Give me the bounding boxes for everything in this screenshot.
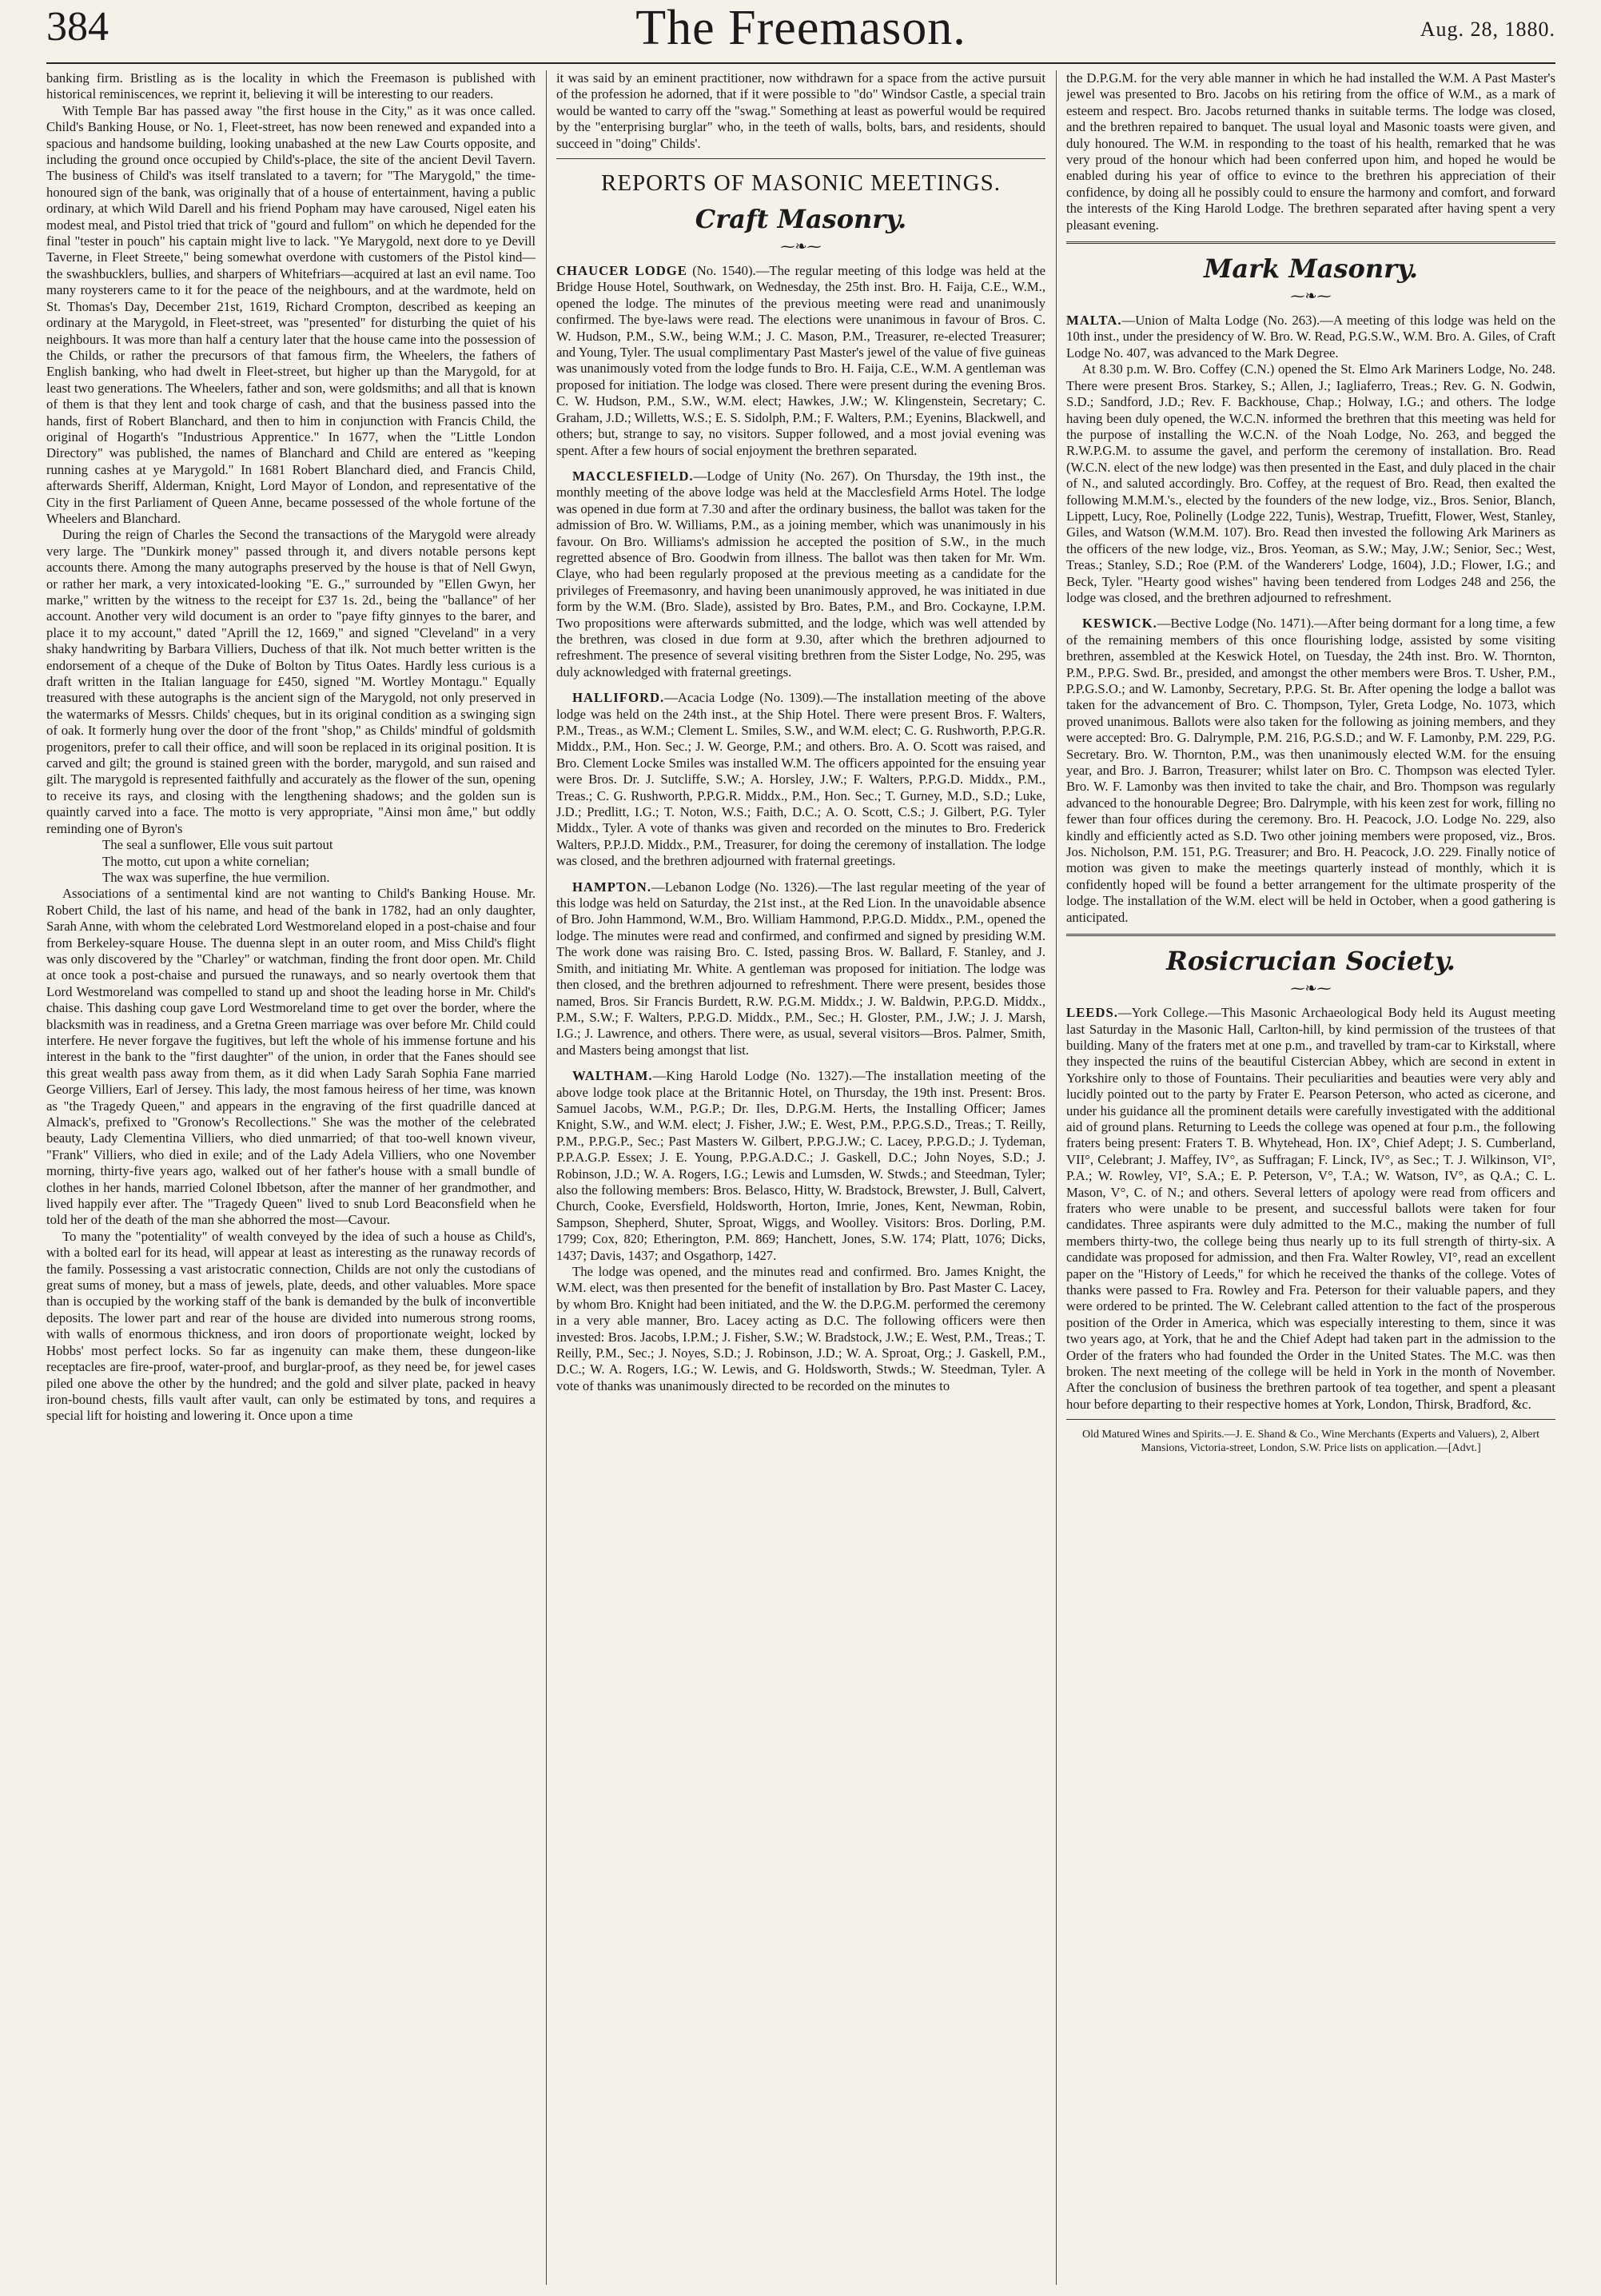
lodge-report: [556, 263, 1045, 459]
report-text: The lodge was opened, and the minutes read and confirmed. Bro. James Knight, the W.M. elect, was then presented for the benefit of installation by Bro. Past Master C. Lacey, by whom Bro. Knight had been initiated, and the W. the D.P.G.M. performed the ceremony in a very able manner, Bro. Lacey acting as D.C. The following officers were then invested: Bros. Jacobs, I.P.M.; J. Fisher, S.W.; W. Bradstock, J.W.; E. West, P.M., Treas.; T. Reilly, P.M., Sec.; J. Noyes, S.D.; J. Robinson, J.D.; W. A. Sproat, Org.; J. Gaskell, P.M., D.C.; W. A. Rogers, I.G.; W. Lewis, and G. Holdsworth, Stwds.; W. Steedman, Tyler. A vote of thanks was unanimously directed to be recorded on the minutes to: [556, 1264, 1045, 1393]
report-text: —Union of Malta Lodge (No. 263).—A meeting of this lodge was held on the 10th inst., under the presidency of W. Bro. W. Read, P.G.S.W., W.M. Bro. A. Giles, of Craft Lodge No. 407, was advanced to the Mark Degree.: [1066, 313, 1555, 361]
newspaper-title: The Freemason.: [635, 1, 966, 55]
issue-date: Aug. 28, 1880.: [1420, 18, 1555, 41]
lodge-report: [556, 690, 1045, 869]
ornament-icon: ⁓❧⁓: [780, 238, 822, 255]
report-text: —York College.—This Masonic Archaeological Body held its August meeting last Saturday in the Masonic Hall, Carlton-hill, by kind permission of the trustees of that building. Many of the fraters met at one p.m., and travelled by tram-car to Kirkstall, where they inspected the ruins of the beautiful Cistercian Abbey, which are second in extent in Yorkshire only to those of Fountains. Their peculiarities and beauties were very ably and lucidly pointed out to the party by Frater E. Pearson Peterson, who acted as cicerone, and under his guidance all the prominent details were carefully investigated with the additional aid of ground plans. Returning to Leeds the college was opened at four p.m., the following fraters being present: Fraters T. B. Whytehead, Hon. IX°, Chief Adept; J. S. Cumberland, VII°, Celebrant; J. Maffey, IV°, as Suffragan; F. Linck, IV°, as Sec.; T. J. Wilkinson, VI°, P.A.; W. Rowley, VI°, S.A.; E. P. Peterson, V°, T.A.; W. Watson, IV°, as Q.A.; C. L. Mason, V°, C. of N.; and others. Several letters of apology were read from officers and fraters who were unable to be present, and successful ballots were taken for four candidates. Three aspirants were duly admitted to the M.C., making the number of full members thirty-two, the college being thus nearly up to its full strength of thirty-six. A candidate was proposed for admission, and then Fra. Walter Rowley, VI°, read an excellent paper on the "History of Leeds," for which he received the thanks of the college. Votes of thanks were passed to Fra. Rowley and Fra. Peterson for their valuable papers, and they were ordered to be printed. The W. Celebrant called attention to the fact of the prosperous position of the Order in America, which was especially interesting to them, since it was two years ago, at York, that he and the Chief Adept had taken part in the admission to the Order of the fraters who had founded the Order in the United States. The M.C. was then broken. The next meeting of the college will be held in York in the month of November. After the conclusion of business the brethren partook of tea together, and spent a pleasant hour before departing to their respective homes at York, London, Thirsk, Bradford, &c.: [1066, 1005, 1555, 1412]
advertisement: Old Matured Wines and Spirits.—J. E. Shand & Co., Wine Merchants (Experts and Valuers), 2, Albert Mansions, Victoria-street, London, S.W. Price lists on application.—[Advt.]: [1081, 1429, 1539, 1455]
subsection-heading: Craft Masonry.: [695, 204, 907, 235]
report-text: —Acacia Lodge (No. 1309).—The installation meeting of the above lodge was held on the 24th inst., at the Ship Hotel. There were present Bros. F. Walters, P.M., Treas., as W.M.; Clement L. Smiles, S.W., and W.M. elect; C. G. Rushworth, P.P.G.R. Middx., P.M., Hon. Sec.; J. W. George, P.M.; and others. Bro. A. O. Scott was raised, and Bro. Clement Locke Smiles was installed W.M. The officers appointed for the ensuing year were Bros. Dr. J. Sutcliffe, S.W.; A. Horsley, J.W.; F. Walters, P.P.G.D. Middx., P.M., Treas.; C. G. Rushworth, P.P.G.R. Middx., P.M., Hon. Sec.; T. Gurney, M.D., S.D.; Luke, J.D.; Predlitt, I.G.; T. Noton, W.S.; Faith, D.C.; A. O. Scott, C.S.; J. Gilbert, P.G. Tyler Middx., Tyler. A vote of thanks was given and recorded on the minutes to Bro. Frederick Walters, P.P.J.D. Middx., P.M., Treasurer, for doing the ceremony of installation. The lodge was closed, and the brethren adjourned with fraternal greetings.: [556, 690, 1045, 869]
page-number: 384: [46, 4, 109, 50]
ornament-icon: ⁓❧⁓: [1290, 980, 1332, 997]
lodge-report: [556, 879, 1045, 1058]
masthead: [46, 0, 1555, 56]
verse-line: The wax was superfine, the hue vermilion.: [102, 869, 330, 885]
lodge-report: [1066, 1005, 1555, 1413]
lodge-report: [1066, 616, 1555, 926]
paragraph: With Temple Bar has passed away "the first house in the City," as it was once called. Child's Banking House, or No. 1, Fleet-street, has now been renewed and expanded into a spacious and handsome building, looking unabashed at the new Law Courts opposite, and including the ground once occupied by Child's-place, the site of the ancient Devil Tavern. The business of Child's was itself translated to a tavern; for "The Marygold," the time-honoured sign of the bank, was originally that of a house of entertainment, having a public ordinary, at which Wild Darell and his friend Popham may have caroused, Nigel eaten his modest meal, and Pistol tried that trick of "gourd and fullom" on which he depended for the final "tester in pouch" his captain might live to lack. "Ye Marygold, next dore to ye Devill Taverne, in Fleet Streete," being somewhat overdone with customers of the Pistol kind—the swashbucklers, bullies, and sharpers of Whitefriars—acquired at last an evil name. Too many roysterers came to it for the peace of the neighbours, and at the wardmote, held on St. Thomas's Day, December 21st, 1619, Richard Crompton, described as keeping an ordinary at the Marygold, in Fleet-street, was "presented" for disturbing the quiet of his neighbours. It was more than half a century later that the house came into the possession of the Childs, or rather the precursors of that famous firm, the Wheelers, the fathers of English banking, who had dwelt in Fleet-street, but higher up than the Marygold, for at least two generations. The Wheelers, father and son, were goldsmiths; and all that is known of them is that they lent and took charge of cash, and that the business passed into the hands, first of Robert Blanchard, and then to him in conjunction with Francis Child, the original of Hogarth's "Industrious Apprentice." In 1677, when the "Little London Directory" was published, the names of Blanchard and Child are entered as "keeping running cashes at ye Marygold." In 1681 Robert Blanchard died, and Francis Child, afterwards Sheriff, Alderman, Knight, Lord Mayor of London, and representative of the City in the first Parliament of Queen Anne, became possessed of the whole fortune of the Wheelers and Blanchard.: [46, 102, 536, 526]
verse-line: The seal a sunflower, Elle vous suit partout: [102, 837, 333, 853]
lodge-report: [1066, 313, 1555, 361]
report-text: —Lebanon Lodge (No. 1326).—The last regular meeting of the year of this lodge was held on Saturday, the 21st inst., at the Red Lion. In the unavoidable absence of Bro. John Hammond, W.M., Bro. William Hammond, P.P.G.D. Middx., P.M., opened the lodge. The minutes were read and confirmed, and confirmed and signed by presiding W.M. The work done was raising Bro. C. Isted, passing Bros. W. Ballard, F. Stanley, and J. Smith, and initiating Mr. White. A gentleman was proposed for initiation. The lodge was then closed, and the brethren adjourned to refreshment. There were present, besides those named, Bros. Sir Francis Burdett, R.W. P.G.M. Middx.; J. W. Baldwin, P.P.G.D. Middx., P.M., S.W.; F. Walters, P.P.G.D. Middx., P.M., Sec.; H. Gloster, P.M., J.W.; J. J. Marsh, I.G.; J. Lawrence, and others. There were, as usual, several visitors—Bros. Palmer, Smith, and Masters being amongst that list.: [556, 879, 1045, 1058]
column-3: [1066, 70, 1555, 2285]
report-text: —Bective Lodge (No. 1471).—After being dormant for a long time, a few of the remaining members of this once flourishing lodge, assisted by some visiting brethren, assembled at the Keswick Hotel, on Tuesday, the 24th inst. Bro. W. Thornton, P.M., P.P.G. Swd. Br., presided, and amongst the other members were Bros. T. Usher, P.M., P.P.G.S.O.; and W. Lamonby, Secretary, P.P.G. St. Br. After opening the lodge a ballot was taken for the advancement of Bro. C. Thompson, Tyler, Greta Lodge, No. 1073, which proved unanimous. Ballots were also taken for the following as joining members, and they were accepted: Bro. G. Dalrymple, P.M. 216, P.G.S.D.; and W. F. Lamonby, P.M. 229, P.G. Secretary. Bro. W. Thornton, P.M., was then unanimously elected W.M. for the ensuing year, and Bro. J. Barron, Treasurer; whilst later on Bro. C. Thompson was elected Tyler. Bro. W. F. Lamonby was then invited to take the chair, and Bro. Thompson was regularly advanced to the honourable Degree; Bro. Dalrymple, with his keen zest for work, filling no fewer than four offices during the ceremony. Bro. H. Peacock, J.O. Lodge No. 229, also kindly and efficiently acted as S.D. Two other joining members were proposed, viz., Bros. Jos. Nicholson, P.M. 151, P.G. Treasurer; and Bro. H. Peacock, J.O. 229. Finally notice of motion was given to make the meetings quarterly instead of monthly, which it is confidently hoped will be found a better arrangement for the ultimate prosperity of the lodge. The installation of the W.M. elect will be held in October, when a good gathering is anticipated.: [1066, 616, 1555, 925]
report-text: —King Harold Lodge (No. 1327).—The installation meeting of the above lodge took place at the Britannic Hotel, on Thursday, the 19th inst. Present: Bros. Samuel Jacobs, W.M., P.G.P.; Dr. Iles, D.P.G.M. Herts, the Installing Officer; James Knight, S.W., and W.M. elect; J. Fisher, J.W.; E. West, P.M., P.P.G.S.D., Treas.; T. Reilly, P.M., P.P.G.P., Sec.; Past Masters W. Gilbert, P.P.G.J.W.; C. Lacey, P.P.G.D.; J. Tydeman, P.P.A.G.P. Essex; J. E. Young, P.P.G.A.D.C.; J. Gaskell, D.C.; John Noyes, S.D.; J. Robinson, J.D.; W. A. Rogers, I.G.; Lewis and Lumsden, W. Stwds.; and Steedman, Tyler; also the following members: Bros. Belasco, Hitty, W. Bradstock, Brewster, J. Bull, Calvert, Church, Cooke, Eversfield, Holdsworth, Horton, Imrie, Jones, Kent, Newman, Robin, Sampson, Shepherd, Shuter, Sproat, Wiggs, and Woolley. Visitors: Bros. Dorling, P.M. 1799; Cox, 820; Etherington, P.M. 869; Hanchett, Jones, S.W. 174; Platt, 1076; Dicks, 1437; Davis, 1437; and Osgathorp, 1427.: [556, 1068, 1045, 1263]
column-2: [556, 70, 1045, 2285]
column-divider: [1056, 70, 1057, 2285]
divider: [1066, 934, 1555, 936]
report-text: —Lodge of Unity (No. 267). On Thursday, the 19th inst., the monthly meeting of the above lodge was held at the Macclesfield Arms Hotel. The lodge was opened in due form at 7.30 and after the ordinary business, the ballot was taken for the admission of Bro. W. Williams, P.M., as a joining member, which was unanimously in his favour. On Bro. Williams's admission he accepted the position of S.W., in the much regretted absence of Bro. Goodwin from illness. The ballot was then taken for Mr. Wm. Claye, who had been regularly proposed at the previous meeting as a candidate for the privileges of Freemasonry, and having been unanimously approved, he was initiated in due form by the W.M. (Bro. Slade), assisted by Bro. Bates, P.M., and Bro. Cockayne, I.P.M. Two propositions were afterwards submitted, and the lodge, which was well attended by the brethren, was closed in due form at 9.30, after which the brethren adjourned to refreshment. The presence of several visiting brethren from the Sister Lodge, No. 295, was duly acknowledged with fraternal greetings.: [556, 468, 1045, 680]
report-text: (No. 1540).—The regular meeting of this lodge was held at the Bridge House Hotel, Southwark, on Wednesday, the 25th inst. Bro. H. Faija, C.E., W.M., opened the lodge. The minutes of the previous meeting were read and unanimously confirmed. The bye-laws were read. The elections were unanimous in favour of Bros. C. W. Hudson, P.M., S.W., being W.M.; J. C. Mason, P.M., Treasurer, re-elected Treasurer; and Young, Tyler. The usual complimentary Past Master's jewel of the value of five guineas was unanimously voted from the lodge funds to Bro. H. Faija, C.E., W.M. A gentleman was proposed for initiation. The lodge was closed. There were present during the evening Bros. C. W. Hudson, P.M., S.W., W.M. elect; Hawkes, J.W.; W. Klingenstein, Secretary; C. Graham, J.D.; Willetts, W.S.; E. S. Sidolph, P.M.; F. Walters, P.M.; Eyenins, Blackwell, and others; but, strange to say, no visitors. Supper followed, and a most jovial evening was spent. After a few hours of social enjoyment the brethren separated.: [556, 263, 1045, 458]
paragraph: During the reign of Charles the Second the transactions of the Marygold were already very large. The "Dunkirk money" passed through it, and divers notable persons kept accounts there. Among the many autographs preserved by the house is that of Nell Gwyn, or rather her mark, a very intoxicated-looking "E. G.," surrounded by "Ellen Gwyn, her marke," written by the witness to the receipt for £37 1s. 2d., being the "ballance" of her account. Another very wild document is an order to "paye fifty ginnyes to the barer, and place it to my account," dated "Aprill the 12, 1669," and signed "Cleveland" in a very shaky handwriting by Barbara Villiers, Duchess of that ilk. Not much better written is the endorsement of a cheque of the Duke of Bolton by Titus Oates. Hardly less curious is a draft written in the Italian language for £450, signed "M. Wortley Montagu." Equally treasured with these autographs is the ancient sign of the Marygold, not only preserved in the watermarks of Messrs. Childs' cheques, but in its original condition as a swinging sign of oak. It formerly hung over the door of the front "shop," as Childs' mindful of goldsmith progenitors, prefer to call their office, and will soon be replaced in its original position. It is carved and gilt; the ground is stained green with the border, marygold, and sun raised and gilt. The marygold is represented faithfully and accurately as the flower of the sun, opening to receive its rays, and closing with the lengthening shadows; and the golden sun is quaintly carved into a face. The motto is very appropriate, "Ainsi mon âme," but oddly reminding one of Byron's: [46, 527, 536, 836]
lodge-report: [556, 1068, 1045, 1264]
paragraph: banking firm. Bristling as is the locality in which the Freemason is published with historical reminiscences, we reprint it, believing it will be interesting to our readers.: [46, 70, 536, 102]
lodge-report: [556, 1264, 1045, 1394]
lodge-name: HAMPTON.: [572, 879, 652, 895]
divider: [1066, 241, 1555, 244]
lodge-name: MALTA.: [1066, 313, 1122, 329]
divider: [556, 158, 1045, 159]
divider: [1066, 1419, 1555, 1420]
verse-line: The motto, cut upon a white cornelian;: [102, 853, 310, 869]
lodge-name: CHAUCER LODGE: [556, 263, 687, 279]
subsection-heading: Mark Masonry.: [1203, 253, 1419, 285]
subsection-heading: Rosicrucian Society.: [1166, 946, 1456, 977]
paragraph: it was said by an eminent practitioner, now withdrawn for a space from the active pursuit of the profession he adorned, that if it were possible to "do" Windsor Castle, a special train would be wanted to carry off the "swag." Something at least as powerful would be required by the "enterprising burglar" who, in the teeth of walls, bolts, bars, and residents, should succeed in "doing" Childs'.: [556, 70, 1045, 151]
lodge-report: [556, 468, 1045, 680]
paragraph: To many the "potentiality" of wealth conveyed by the idea of such a house as Child's, with a bolted earl for its head, will appear at least as interesting as the runaway records of the family. Possessing a vast aristocratic connection, Childs are not only the custodians of great sums of money, but a mass of jewels, plate, deeds, and other valuables. More space than is occupied by the working staff of the bank is demanded by the bulk of inconvertible deposits. The lower part and rear of the house are divided into numerous strong rooms, with walls of enormous thickness, and iron doors of proportionate weight, locked by Hobbs' most perfect locks. So far as ingenuity can make them, these dungeon-like receptacles are fire-proof, water-proof, and burglar-proof, as they need be, for jewel cases piled one above the other by the hundred; and the gold and silver plate, packed in heavy iron-bound chests, fills vault after vault, can only be estimated by tons, and requires a special lift for hoisting and lowering it. Once upon a time: [46, 1228, 536, 1424]
paragraph: Associations of a sentimental kind are not wanting to Child's Banking House. Mr. Robert Child, the last of his name, and head of the bank in 1782, had an only daughter, Sarah Anne, with whom the celebrated Lord Westmoreland eloped in a post-chaise and four from Berkeley-square House. The duenna slept in an outer room, and Miss Child's flight was only discovered by the "Charley" or watchman, finding the front door open. Mr. Child at once took a post-chaise and pursued the runaways, and so nearly overtook them that Lord Westmoreland was compelled to stand up and shoot the leading horse in Mr. Child's chaise. This dashing coup gave Lord Westmoreland time to get over the border, where the blacksmith was in readiness, and a Gretna Green marriage was over before Mr. Child could interfere. He never forgave the fugitives, but left the whole of his immense fortune and his interest in the bank to the "first daughter" of the union, in order that the Fanes should see this great wealth pass away from them, as it did when Lady Sarah Sophia Fane married George Villiers, Earl of Jersey. This lady, the most famous heiress of her time, was known as "the Tragedy Queen," and appears in the engraving of the first quadrille danced at Almack's, prefixed to "Gronow's Recollections." She was the mother of the celebrated beauty, Lady Clementina Villiers, who died unmarried; of that too-well known viveur, "Frank" Villiers, who died in exile; and of the Lady Adela Villiers, who one November morning, thirty-five years ago, walked out of her father's house with a small bundle of clothes in her hands, married Colonel Ibbetson, after the manner of her grandmother, and lived happily ever after. The "Tragedy Queen" lived to snub Lord Beaconsfield when he told her of the death of the man she abhorred the most—Cavour.: [46, 886, 536, 1228]
lodge-name: MACCLESFIELD.: [572, 468, 694, 484]
lodge-name: KESWICK.: [1082, 616, 1157, 632]
column-divider: [546, 70, 547, 2285]
masthead-rule: [46, 62, 1555, 64]
report-text: At 8.30 p.m. W. Bro. Coffey (C.N.) opened the St. Elmo Ark Mariners Lodge, No. 248. There were present Bros. Starkey, S.; Allen, J.; Iagliaferro, Treas.; Rev. G. N. Godwin, S.D.; Sandford, J.D.; Rev. F. Backhouse, Chap.; Holway, I.G.; and others. The lodge having been duly opened, the W.C.N. informed the brethren that this meeting was held for the purpose of installing the W.C.N. of the Noah Lodge, No. 263, and begged the R.W.P.G.M. to assume the gavel, and perform the ceremony of installation. Bro. Read (W.C.N. elect of the new lodge) was then presented in the East, and duly placed in the chair of N., and saluted accordingly. Bro. Coffey, at the request of Bro. Read, then exalted the following M.M.M.'s., elected by the founders of the new lodge, viz., Bros. Senior, Blanch, Lippett, Lucy, Roe, Polinelly (Lodge 222, Tunis), Westrap, Truefitt, Flower, West, Stanley, Giles, and Watson (W.M.M. 107). Bro. Read then invested the following Ark Mariners as the officers of the new lodge, viz., Bros. Yeoman, as S.W.; May, J.W.; Senior, Sec.; West, Treas.; Stanley, S.D.; Roe (P.M. of the Wanderers' Lodge, 1604), J.D.; Flower, I.G.; and Beck, Tyler. "Hearty good wishes" having been tendered from Lodges 248 and 256, the lodge was closed, and the brethren adjourned to refreshment.: [1066, 361, 1555, 605]
lodge-report: [1066, 361, 1555, 606]
lodge-name: WALTHAM.: [572, 1068, 653, 1084]
ornament-icon: ⁓❧⁓: [1290, 288, 1332, 305]
section-heading: REPORTS OF MASONIC MEETINGS.: [601, 170, 1001, 197]
paragraph: the D.P.G.M. for the very able manner in which he had installed the W.M. A Past Master's jewel was presented to Bro. Jacobs on his retiring from the office of W.M., as a mark of esteem and respect. Bro. Jacobs returned thanks in suitable terms. The lodge was closed, and the brethren repaired to banquet. The usual loyal and Masonic toasts were given, and duly honoured. The W.M. in responding to the toast of his health, remarked that he was very proud of the honour which had been conferred upon him, and hoped he would be enabled during his year of office to evince to the brethren his appreciation of their confidence, by doing all he possibly could to ensure the harmony and comfort, and forward the interests of the King Harold Lodge. The brethren separated after having spent a very pleasant evening.: [1066, 70, 1555, 233]
lodge-name: LEEDS.: [1066, 1005, 1118, 1021]
lodge-name: HALLIFORD.: [572, 690, 665, 706]
column-1: [46, 70, 536, 2285]
